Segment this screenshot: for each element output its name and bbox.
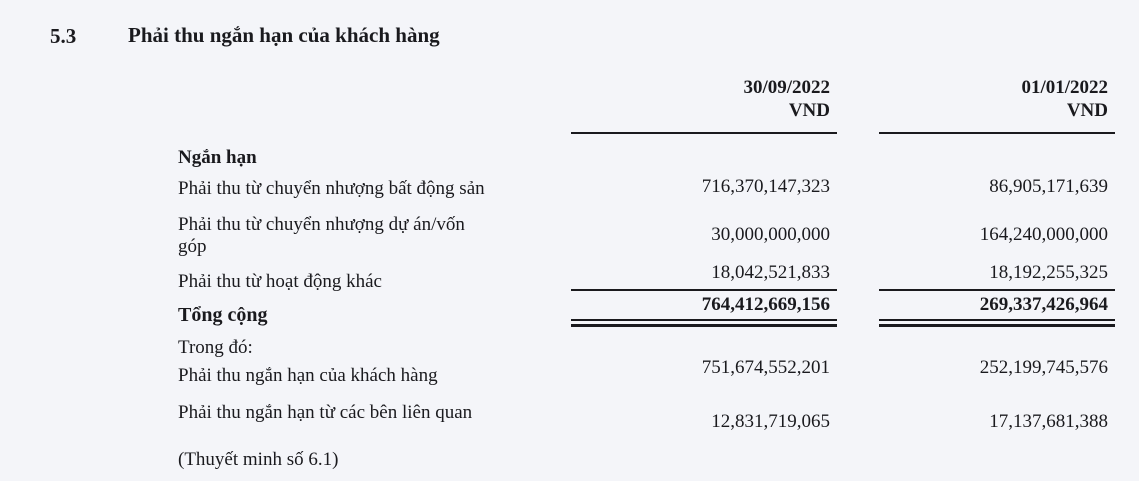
subtotal-rule-2 (879, 289, 1115, 291)
breakdown-value-col2: 17,137,681,388 (989, 411, 1108, 432)
header-rule-2 (879, 132, 1115, 134)
row-value-col1: 18,042,521,833 (711, 262, 830, 283)
column-header-2 (1021, 76, 1108, 122)
row-value-col2: 164,240,000,000 (979, 224, 1108, 245)
note-reference: (Thuyết minh số 6.1) (178, 449, 339, 470)
total-rule-1-top (571, 319, 837, 321)
breakdown-value-col1: 751,674,552,201 (701, 357, 830, 378)
row-value-col1: 716,370,147,323 (701, 176, 830, 197)
row-label: Phải thu từ chuyển nhượng bất động sản (178, 178, 485, 199)
section-title: Phải thu ngắn hạn của khách hàng (128, 23, 440, 47)
group-label: Ngắn hạn (178, 147, 257, 168)
breakdown-value-col2: 252,199,745,576 (979, 357, 1108, 378)
row-value-col2: 18,192,255,325 (989, 262, 1108, 283)
row-value-col1: 30,000,000,000 (711, 224, 830, 245)
column-date: 30/09/2022 (743, 77, 830, 98)
breakdown-label: Trong đó: (178, 337, 253, 358)
row-label-line1: Phải thu từ chuyển nhượng dự án/vốn (178, 214, 465, 235)
breakdown-row-label: Phải thu ngắn hạn từ các bên liên quan (178, 402, 473, 423)
total-value-col2: 269,337,426,964 (979, 294, 1108, 315)
total-rule-2-top (879, 319, 1115, 321)
breakdown-row-label: Phải thu ngắn hạn của khách hàng (178, 365, 438, 386)
row-label (178, 214, 465, 258)
column-header-1 (743, 76, 830, 122)
total-value-col1: 764,412,669,156 (701, 294, 830, 315)
column-currency: VND (1066, 100, 1108, 121)
total-label: Tổng cộng (178, 304, 268, 326)
column-currency: VND (788, 100, 830, 121)
total-rule-2-bottom (879, 324, 1115, 327)
row-value-col2: 86,905,171,639 (989, 176, 1108, 197)
section-number: 5.3 (50, 24, 77, 48)
row-label: Phải thu từ hoạt động khác (178, 271, 382, 292)
total-rule-1-bottom (571, 324, 837, 327)
row-label-line2: góp (178, 236, 207, 257)
breakdown-value-col1: 12,831,719,065 (711, 411, 830, 432)
column-date: 01/01/2022 (1021, 77, 1108, 98)
header-rule-1 (571, 132, 837, 134)
subtotal-rule-1 (571, 289, 837, 291)
